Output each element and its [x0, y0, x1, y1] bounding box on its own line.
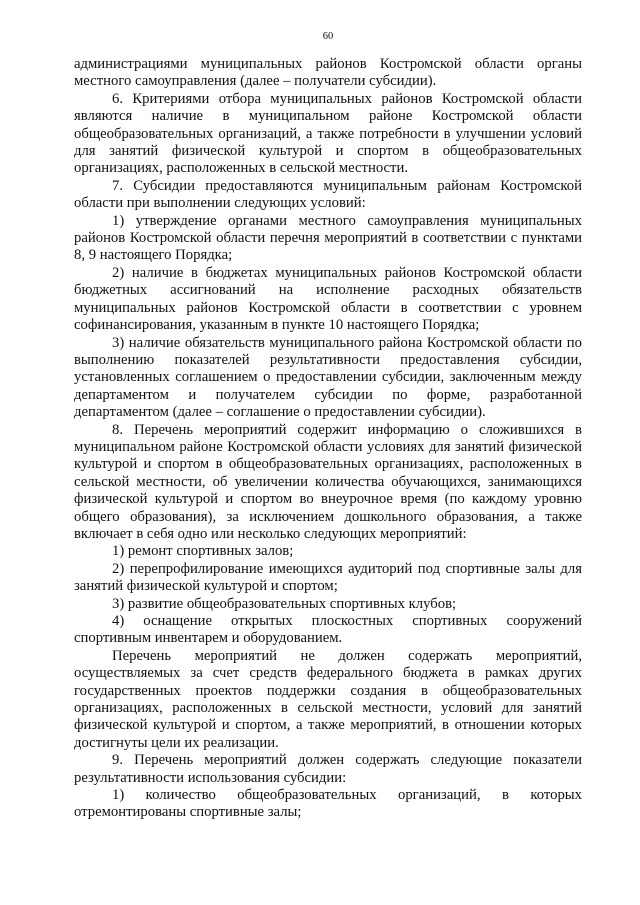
paragraph-continuation: администрациями муниципальных районов Костромской области органы местного самоуправления (далее – получатели субсидии).: [74, 56, 582, 90]
paragraph-item-8: 8. Перечень мероприятий содержит информацию о сложившихся в муниципальном районе Костромской области условиях для занятий физической культурой и спортом в общеобразовательных организациях, расположенных в сельской местности, об увеличении количества обучающихся, занимающихся физической культурой и спортом во внеурочное время (по каждому уровню общего образования), за исключением дошкольного образования, а также включает в себя одно или несколько следующих мероприятий:: [74, 421, 582, 542]
paragraph-condition-3: 3) наличие обязательств муниципального района Костромской области по выполнению показателей результативности предоставления субсидии, установленных соглашением о предоставлении субсидии, заключенным между департаментом и получателем субсидии по форме, разработанной департаментом (далее – соглашение о предоставлении субсидии).: [74, 334, 582, 421]
paragraph-measure-2: 2) перепрофилирование имеющихся аудиторий под спортивные залы для занятий физической культурой и спортом;: [74, 560, 582, 595]
paragraph-item-7: 7. Субсидии предоставляются муниципальным районам Костромской области при выполнении следующих условий:: [74, 177, 582, 212]
paragraph-condition-1: 1) утверждение органами местного самоуправления муниципальных районов Костромской области перечня мероприятий в соответствии с пунктами 8, 9 настоящего Порядка;: [74, 212, 582, 264]
paragraph-exclusions: Перечень мероприятий не должен содержать мероприятий, осуществляемых за счет средств федерального бюджета в рамках других государственных проектов поддержки создания в общеобразовательных организациях, расположенных в сельской местности, условий для занятий физической культурой и спортом, а также мероприятий, в отношении которых достигнуты цели их реализации.: [74, 647, 582, 751]
paragraph-item-9: 9. Перечень мероприятий должен содержать следующие показатели результативности использования субсидии:: [74, 752, 582, 786]
paragraph-indicator-1: 1) количество общеобразовательных организаций, в которых отремонтированы спортивные залы;: [74, 787, 582, 821]
paragraph-measure-4: 4) оснащение открытых плоскостных спортивных сооружений спортивным инвентарем и оборудованием.: [74, 613, 582, 647]
page-number: 60: [322, 31, 334, 42]
paragraph-measure-3: 3) развитие общеобразовательных спортивных клубов;: [112, 595, 457, 612]
paragraph-item-6: 6. Критериями отбора муниципальных районов Костромской области являются наличие в муниципальном районе Костромской области общеобразовательных организаций, а также потребности в улучшении условий для занятий физической культурой и спортом в общеобразовательных организациях, расположенных в сельской местности.: [74, 90, 582, 177]
paragraph-condition-2: 2) наличие в бюджетах муниципальных районов Костромской области бюджетных ассигнований на исполнение расходных обязательств муниципальных районов Костромской области в соответствии с уровнем софинансирования, указанным в пункте 10 настоящего Порядка;: [74, 264, 582, 334]
paragraph-measure-1: 1) ремонт спортивных залов;: [112, 543, 294, 560]
